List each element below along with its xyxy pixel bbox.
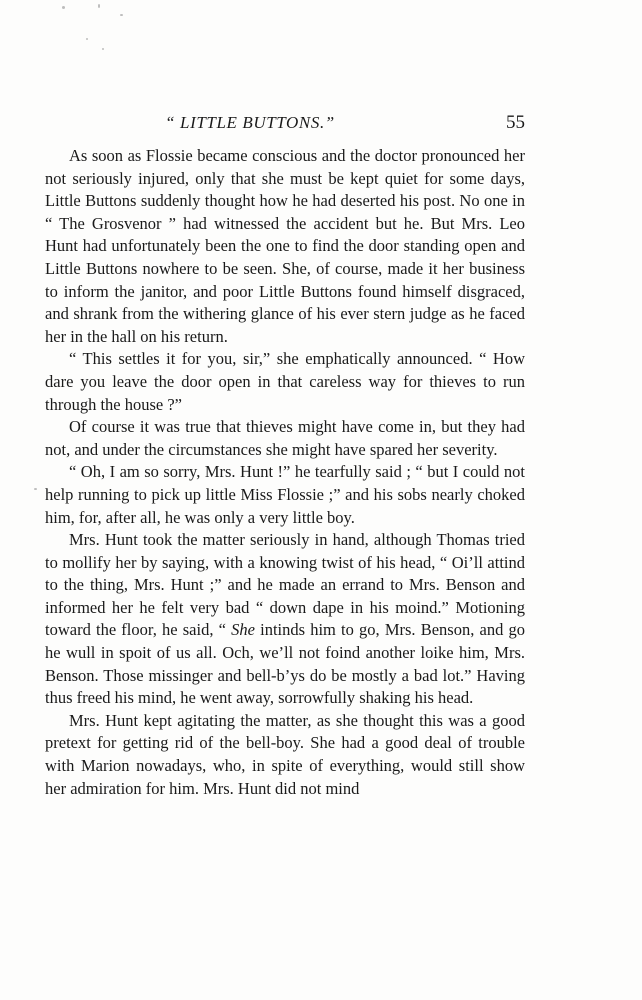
paragraph (45, 416, 525, 461)
paragraph (45, 145, 525, 348)
paragraph-text: “ This settles it for you, sir,” she emphatically announced. “ How dare you leave the door open in that careless way for thieves to run through the house ?” (45, 349, 525, 414)
paragraph-text: As soon as Flossie became conscious and the doctor pronounced her not seriously injured, only that she must be kept quiet for some days, Little Buttons suddenly thought how he had deserted his post. No one in “ The Grosvenor ” had witnessed the accident but he. But Mrs. Leo Hunt had unfortunately been the one to find the door standing open and Little Buttons nowhere to be seen. She, of course, made it her business to inform the janitor, and poor Little Buttons found himself disgraced, and shrank from the withering glance of his ever stern judge as he faced her in the hall on his return. (45, 146, 525, 346)
paper-speck (62, 6, 65, 9)
page-header (45, 110, 525, 140)
paragraph (45, 348, 525, 416)
paragraph-text: intinds him to go, Mrs. Benson, and go he wull in spoit of us all. Och, we’ll not foind another loike him, Mrs. Benson. Those missinger and bell-b’ys do be mostly a bad lot.” Having thus freed his mind, he went away, sorrowfully shaking his head. (45, 620, 525, 708)
running-title: “ LITTLE BUTTONS.” (165, 113, 335, 132)
paragraph-text: Of course it was true that thieves might have come in, but they had not, and under the circumstances she might have spared her severity. (45, 417, 525, 459)
paragraph-text: Mrs. Hunt took the matter seriously in hand, although Thomas tried to mollify her by saying, with a knowing twist of his head, “ Oi’ll attind to the thing, Mrs. Hunt ;” and he made an errand to Mrs. Benson and informed her he felt very bad “ down dape in his moind.” Motioning toward the floor, he said, “ (45, 530, 525, 640)
paragraph-text: Mrs. Hunt kept agitating the matter, as she thought this was a good pretext for getting rid of the bell-boy. She had a good deal of trouble with Marion nowadays, who, in spite of everything, would still show her admiration for him. Mrs. Hunt did not mind (45, 710, 525, 798)
page-number: 55 (506, 112, 525, 133)
body-text (45, 145, 525, 800)
paragraph (45, 529, 525, 710)
emphasized-word: She (231, 620, 255, 640)
paper-speck (98, 4, 100, 8)
paper-speck (120, 14, 123, 16)
paragraph-text: “ Oh, I am so sorry, Mrs. Hunt !” he tearfully said ; “ but I could not help running to pick up little Miss Flossie ;” and his sobs nearly choked him, for, after all, he was only a very little boy. (45, 462, 525, 527)
paragraph (45, 461, 525, 529)
paragraph (45, 710, 525, 800)
paper-speck (102, 48, 104, 50)
paper-speck (34, 488, 37, 490)
paper-speck (86, 38, 88, 40)
